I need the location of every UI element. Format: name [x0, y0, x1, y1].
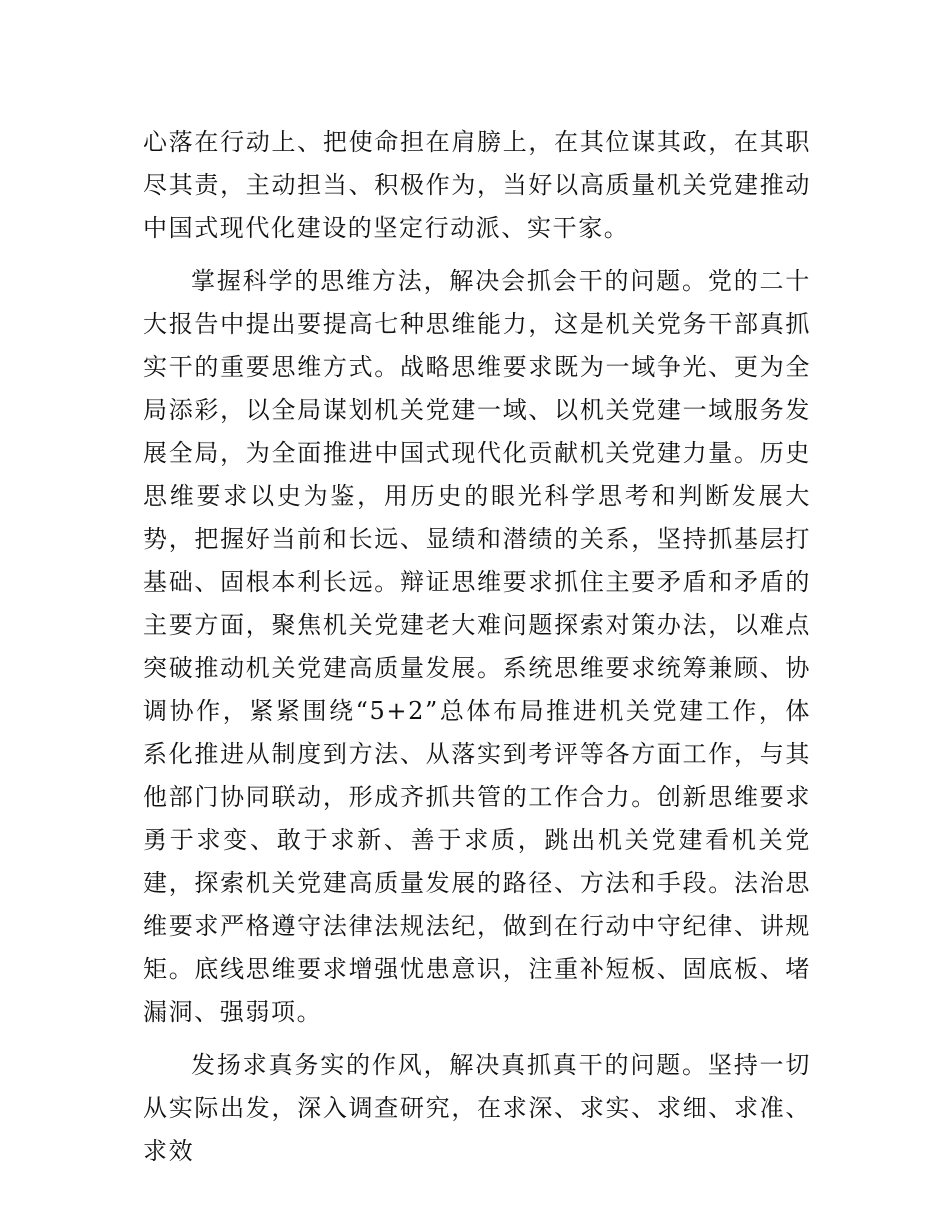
document-body	[143, 121, 811, 1173]
paragraph-thinking-methods: 掌握科学的思维方法，解决会抓会干的问题。党的二十大报告中提出要提高七种思维能力，这是机关党务干部真抓实干的重要思维方式。战略思维要求既为一域争光、更为全局添彩，以全局谋划机关党建一域、以机关党建一域服务发展全局，为全面推进中国式现代化贡献机关党建力量。历史思维要求以史为鉴，用历史的眼光科学思考和判断发展大势，把握好当前和长远、显绩和潜绩的关系，坚持抓基层打基础、固根本利长远。辩证思维要求抓住主要矛盾和矛盾的主要方面，聚焦机关党建老大难问题探索对策办法，以难点突破推动机关党建高质量发展。系统思维要求统筹兼顾、协调协作，紧紧围绕“5+2”总体布局推进机关党建工作，体系化推进从制度到方法、从落实到考评等各方面工作，与其他部门协同联动，形成齐抓共管的工作合力。创新思维要求勇于求变、敢于求新、善于求质，跳出机关党建看机关党建，探索机关党建高质量发展的路径、方法和手段。法治思维要求严格遵守法律法规法纪，做到在行动中守纪律、讲规矩。底线思维要求增强忧患意识，注重补短板、固底板、堵漏洞、强弱项。	[143, 267, 811, 1026]
paragraph-work-style: 发扬求真务实的作风，解决真抓真干的问题。坚持一切从实际出发，深入调查研究，在求深、求实、求细、求准、求效	[143, 1051, 811, 1165]
paragraph-continuation: 心落在行动上、把使命担在肩膀上，在其位谋其政，在其职尽其责，主动担当、积极作为，当好以高质量机关党建推动中国式现代化建设的坚定行动派、实干家。	[143, 128, 811, 242]
